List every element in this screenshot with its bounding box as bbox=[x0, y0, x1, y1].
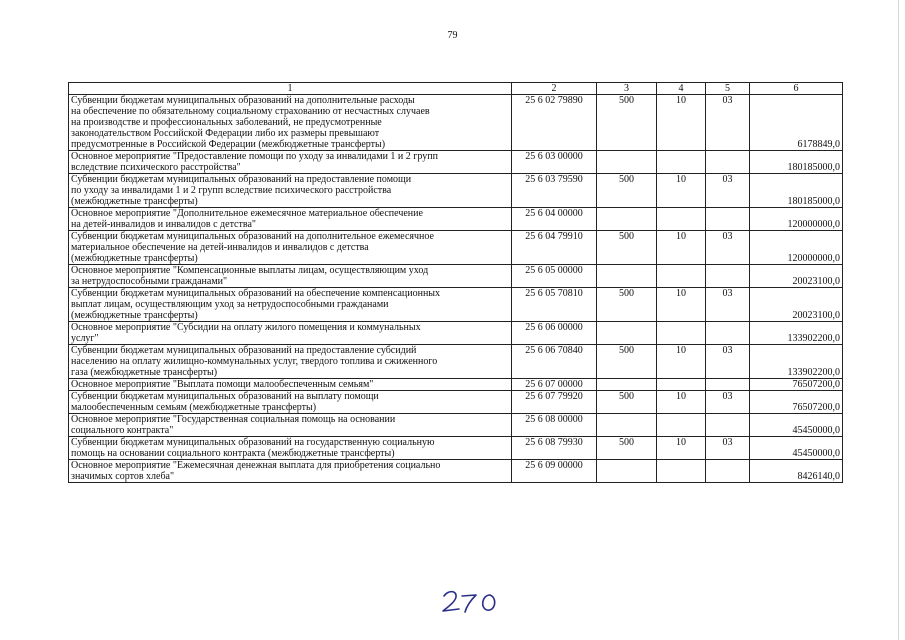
row-col5-cell bbox=[706, 379, 750, 391]
col-header-5: 5 bbox=[706, 83, 750, 95]
row-col3-cell bbox=[597, 208, 657, 231]
col-header-2: 2 bbox=[512, 83, 597, 95]
row-col3-cell: 500 bbox=[597, 174, 657, 208]
table-row bbox=[69, 414, 843, 437]
row-col3-cell: 500 bbox=[597, 437, 657, 460]
table-row bbox=[69, 231, 843, 265]
table-row bbox=[69, 95, 843, 151]
row-code-cell: 25 6 05 70810 bbox=[512, 288, 597, 322]
row-col5-cell bbox=[706, 414, 750, 437]
row-col5-cell: 03 bbox=[706, 95, 750, 151]
row-code-cell: 25 6 03 79590 bbox=[512, 174, 597, 208]
row-col4-cell bbox=[657, 151, 706, 174]
row-code-cell: 25 6 04 79910 bbox=[512, 231, 597, 265]
row-col3-cell bbox=[597, 322, 657, 345]
row-code-cell: 25 6 03 00000 bbox=[512, 151, 597, 174]
page-edge-shadow bbox=[898, 0, 899, 640]
row-col5-cell: 03 bbox=[706, 288, 750, 322]
row-col4-cell: 10 bbox=[657, 231, 706, 265]
row-sum-cell: 180185000,0 bbox=[750, 151, 843, 174]
row-col5-cell: 03 bbox=[706, 391, 750, 414]
row-sum-cell: 45450000,0 bbox=[750, 414, 843, 437]
row-col3-cell bbox=[597, 265, 657, 288]
row-name-cell: Субвенции бюджетам муниципальных образований на обеспечение компенсационных выплат лицам, осуществляющим уход за нетрудоспособными гражданами (межбюджетные трансферты) bbox=[69, 288, 512, 322]
row-sum-cell: 180185000,0 bbox=[750, 174, 843, 208]
col-header-3: 3 bbox=[597, 83, 657, 95]
budget-table bbox=[68, 82, 843, 483]
table-row bbox=[69, 208, 843, 231]
row-col4-cell bbox=[657, 265, 706, 288]
table-row bbox=[69, 322, 843, 345]
table-row bbox=[69, 460, 843, 483]
row-code-cell: 25 6 07 79920 bbox=[512, 391, 597, 414]
table-row bbox=[69, 391, 843, 414]
row-col3-cell bbox=[597, 379, 657, 391]
row-col3-cell bbox=[597, 414, 657, 437]
row-col4-cell: 10 bbox=[657, 345, 706, 379]
table-body bbox=[69, 95, 843, 483]
row-name-cell: Субвенции бюджетам муниципальных образований на выплату помощи малообеспеченным семьям (межбюджетные трансферты) bbox=[69, 391, 512, 414]
row-col4-cell bbox=[657, 322, 706, 345]
row-col4-cell: 10 bbox=[657, 288, 706, 322]
row-col4-cell bbox=[657, 414, 706, 437]
row-name-cell: Основное мероприятие "Компенсационные выплаты лицам, осуществляющим уход за нетрудоспособными гражданами" bbox=[69, 265, 512, 288]
row-code-cell: 25 6 04 00000 bbox=[512, 208, 597, 231]
row-col5-cell bbox=[706, 208, 750, 231]
table-row bbox=[69, 174, 843, 208]
row-code-cell: 25 6 08 79930 bbox=[512, 437, 597, 460]
row-sum-cell: 120000000,0 bbox=[750, 231, 843, 265]
table-row bbox=[69, 379, 843, 391]
row-col3-cell bbox=[597, 460, 657, 483]
row-col5-cell: 03 bbox=[706, 231, 750, 265]
row-sum-cell: 133902200,0 bbox=[750, 322, 843, 345]
row-col5-cell bbox=[706, 460, 750, 483]
row-name-cell: Основное мероприятие "Дополнительное ежемесячное материальное обеспечение на детей-инвалидов и инвалидов с детства" bbox=[69, 208, 512, 231]
row-col5-cell: 03 bbox=[706, 174, 750, 208]
row-code-cell: 25 6 08 00000 bbox=[512, 414, 597, 437]
page-number: 79 bbox=[447, 30, 458, 41]
handwritten-page-number bbox=[440, 586, 510, 616]
row-col4-cell bbox=[657, 460, 706, 483]
row-code-cell: 25 6 09 00000 bbox=[512, 460, 597, 483]
row-sum-cell: 8426140,0 bbox=[750, 460, 843, 483]
row-col4-cell bbox=[657, 379, 706, 391]
row-name-cell: Субвенции бюджетам муниципальных образований на предоставление субсидий населению на оплату жилищно-коммунальных услуг, твердого топлива и сжиженного газа (межбюджетные трансферты) bbox=[69, 345, 512, 379]
row-col4-cell bbox=[657, 208, 706, 231]
row-sum-cell: 76507200,0 bbox=[750, 379, 843, 391]
row-name-cell: Основное мероприятие "Субсидии на оплату жилого помещения и коммунальных услуг" bbox=[69, 322, 512, 345]
row-code-cell: 25 6 05 00000 bbox=[512, 265, 597, 288]
row-col4-cell: 10 bbox=[657, 437, 706, 460]
row-sum-cell: 120000000,0 bbox=[750, 208, 843, 231]
table-row bbox=[69, 288, 843, 322]
table-header-row bbox=[69, 83, 843, 95]
row-name-cell: Субвенции бюджетам муниципальных образований на государственную социальную помощь на основании социального контракта (межбюджетные трансферты) bbox=[69, 437, 512, 460]
row-sum-cell: 20023100,0 bbox=[750, 265, 843, 288]
table-row bbox=[69, 151, 843, 174]
table-row bbox=[69, 265, 843, 288]
col-header-4: 4 bbox=[657, 83, 706, 95]
row-name-cell: Субвенции бюджетам муниципальных образований на предоставление помощи по уходу за инвалидами 1 и 2 групп вследствие психического расстройства (межбюджетные трансферты) bbox=[69, 174, 512, 208]
table-row bbox=[69, 345, 843, 379]
row-col4-cell: 10 bbox=[657, 174, 706, 208]
row-col3-cell: 500 bbox=[597, 95, 657, 151]
row-col4-cell: 10 bbox=[657, 95, 706, 151]
row-code-cell: 25 6 07 00000 bbox=[512, 379, 597, 391]
row-col5-cell bbox=[706, 151, 750, 174]
col-header-6: 6 bbox=[750, 83, 843, 95]
row-col3-cell bbox=[597, 151, 657, 174]
row-name-cell: Основное мероприятие "Ежемесячная денежная выплата для приобретения социально значимых сортов хлеба" bbox=[69, 460, 512, 483]
row-col3-cell: 500 bbox=[597, 345, 657, 379]
table-row bbox=[69, 437, 843, 460]
row-sum-cell: 76507200,0 bbox=[750, 391, 843, 414]
row-col3-cell: 500 bbox=[597, 288, 657, 322]
row-col5-cell: 03 bbox=[706, 345, 750, 379]
row-name-cell: Основное мероприятие "Предоставление помощи по уходу за инвалидами 1 и 2 групп вследствие психического расстройства" bbox=[69, 151, 512, 174]
row-sum-cell: 45450000,0 bbox=[750, 437, 843, 460]
row-col3-cell: 500 bbox=[597, 391, 657, 414]
row-name-cell: Основное мероприятие "Выплата помощи малообеспеченным семьям" bbox=[69, 379, 512, 391]
row-col3-cell: 500 bbox=[597, 231, 657, 265]
row-code-cell: 25 6 06 00000 bbox=[512, 322, 597, 345]
col-header-1: 1 bbox=[69, 83, 512, 95]
row-col5-cell bbox=[706, 265, 750, 288]
row-sum-cell: 6178849,0 bbox=[750, 95, 843, 151]
row-col5-cell: 03 bbox=[706, 437, 750, 460]
row-name-cell: Субвенции бюджетам муниципальных образований на дополнительное ежемесячное материальное обеспечение на детей-инвалидов и инвалидов с детства (межбюджетные трансферты) bbox=[69, 231, 512, 265]
row-name-cell: Субвенции бюджетам муниципальных образований на дополнительные расходы на обеспечение по обязательному социальному страхованию от несчастных случаев на производстве и профессиональных заболеваний, не предусмотренные законодательством Российской Федерации либо их размеры превышают предусмотренные в Российской Федерации (межбюджетные трансферты) bbox=[69, 95, 512, 151]
row-col4-cell: 10 bbox=[657, 391, 706, 414]
row-col5-cell bbox=[706, 322, 750, 345]
row-code-cell: 25 6 02 79890 bbox=[512, 95, 597, 151]
row-sum-cell: 20023100,0 bbox=[750, 288, 843, 322]
row-sum-cell: 133902200,0 bbox=[750, 345, 843, 379]
row-code-cell: 25 6 06 70840 bbox=[512, 345, 597, 379]
row-name-cell: Основное мероприятие "Государственная социальная помощь на основании социального контракта" bbox=[69, 414, 512, 437]
